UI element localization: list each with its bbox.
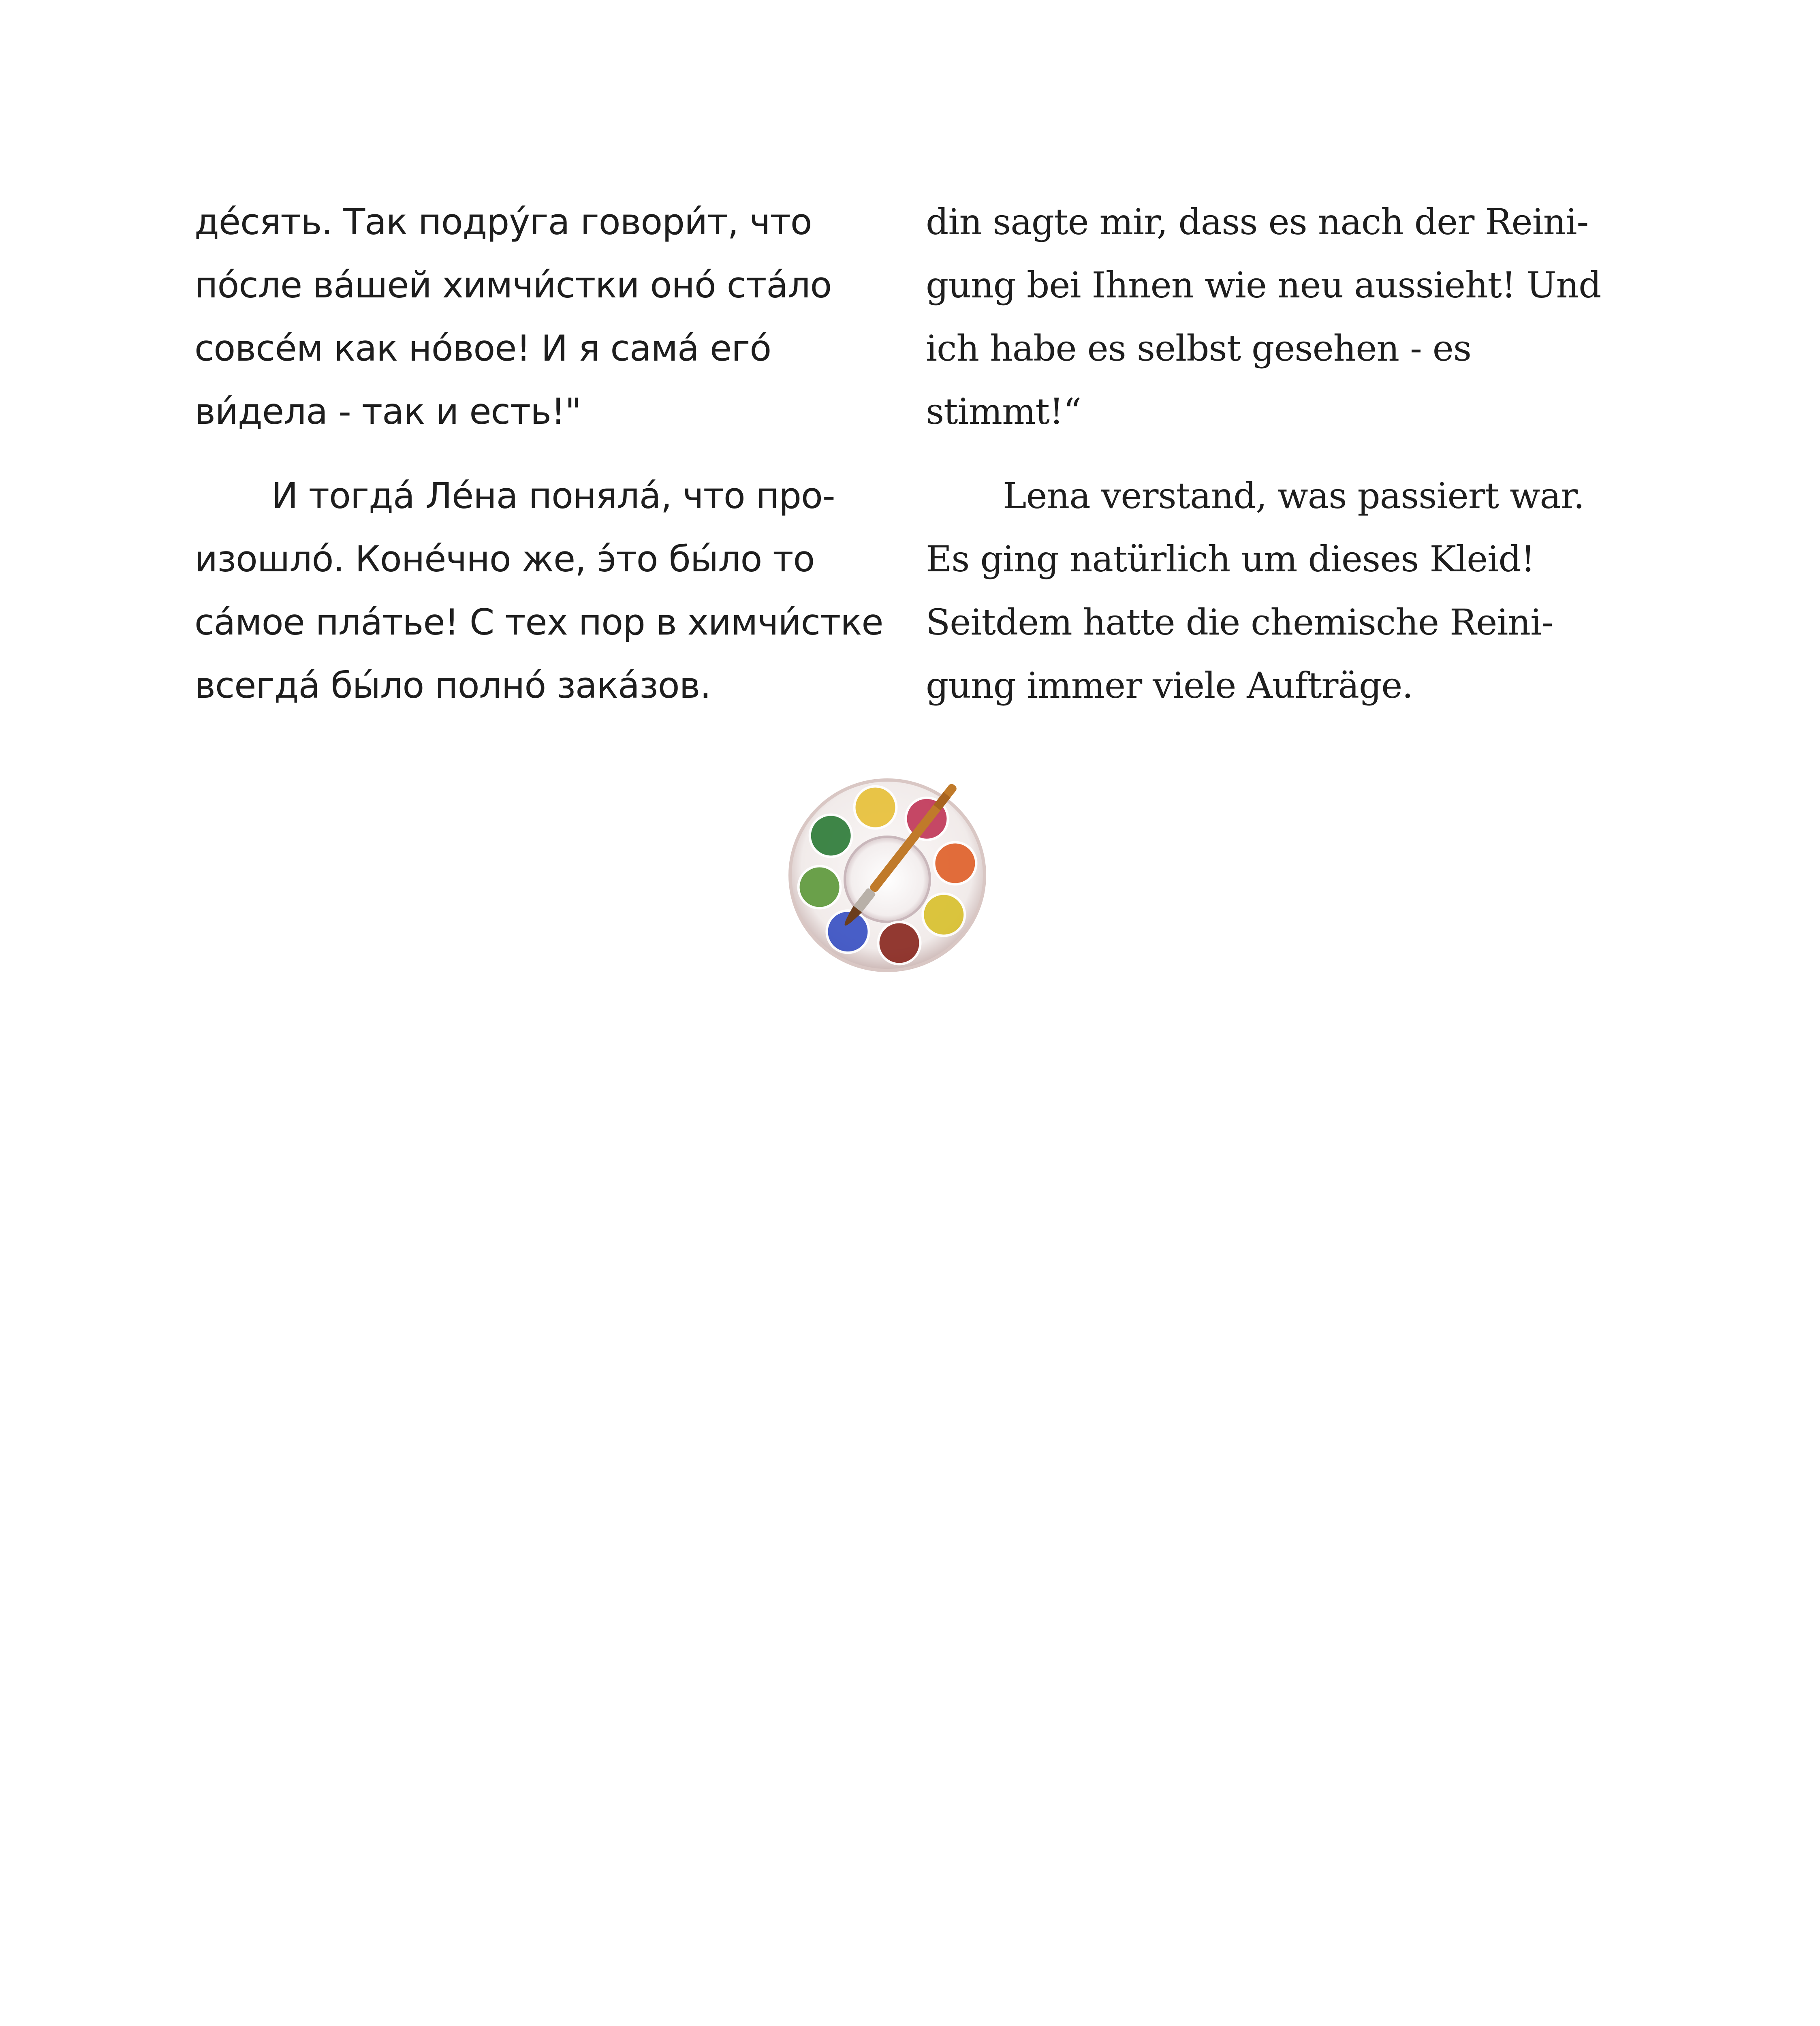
russian-paragraph-2 [194, 464, 891, 717]
text-line: всегда́ бы́ло полно́ зака́зов. [194, 665, 711, 706]
watercolor-palette-icon [784, 768, 995, 979]
paint-well [934, 842, 976, 885]
paint-well [799, 866, 841, 908]
palette-illustration [784, 768, 995, 979]
german-paragraph-2 [926, 464, 1615, 717]
paint-well [878, 922, 921, 964]
text-line: ви́дела - так и есть!" [194, 391, 581, 432]
paint-well [810, 815, 852, 857]
text-line: де́сять. Так подру́га говори́т, что [194, 201, 812, 243]
german-text-column [926, 190, 1615, 717]
text-line: stimmt!“ [926, 391, 1081, 432]
text-line: gung bei Ihnen wie neu aussieht! Und [926, 264, 1601, 306]
russian-paragraph-1 [194, 190, 891, 443]
text-line: И тогда́ Ле́на поняла́, что про- [271, 475, 835, 517]
german-paragraph-1 [926, 190, 1615, 443]
text-line: са́мое пла́тье! С тех пор в химчи́стке [194, 601, 883, 643]
text-line: ich habe es selbst gesehen - es [926, 327, 1472, 369]
russian-text-column [194, 190, 891, 717]
paint-well [854, 786, 897, 829]
text-line: совсе́м как но́вое! И я сама́ его́ [194, 327, 771, 369]
text-line: Es ging natürlich um dieses Kleid! [926, 538, 1535, 580]
text-line: изошло́. Коне́чно же, э́то бы́ло то [194, 538, 815, 580]
text-line: по́сле ва́шей химчи́стки оно́ ста́ло [194, 264, 832, 306]
text-line: gung immer viele Aufträge. [926, 665, 1413, 706]
paint-well [923, 894, 965, 936]
text-line: Seitdem hatte die chemische Reini- [926, 601, 1553, 643]
text-line: din sagte mir, dass es nach der Reini- [926, 201, 1589, 243]
text-line: Lena verstand, was passiert war. [1003, 475, 1585, 517]
